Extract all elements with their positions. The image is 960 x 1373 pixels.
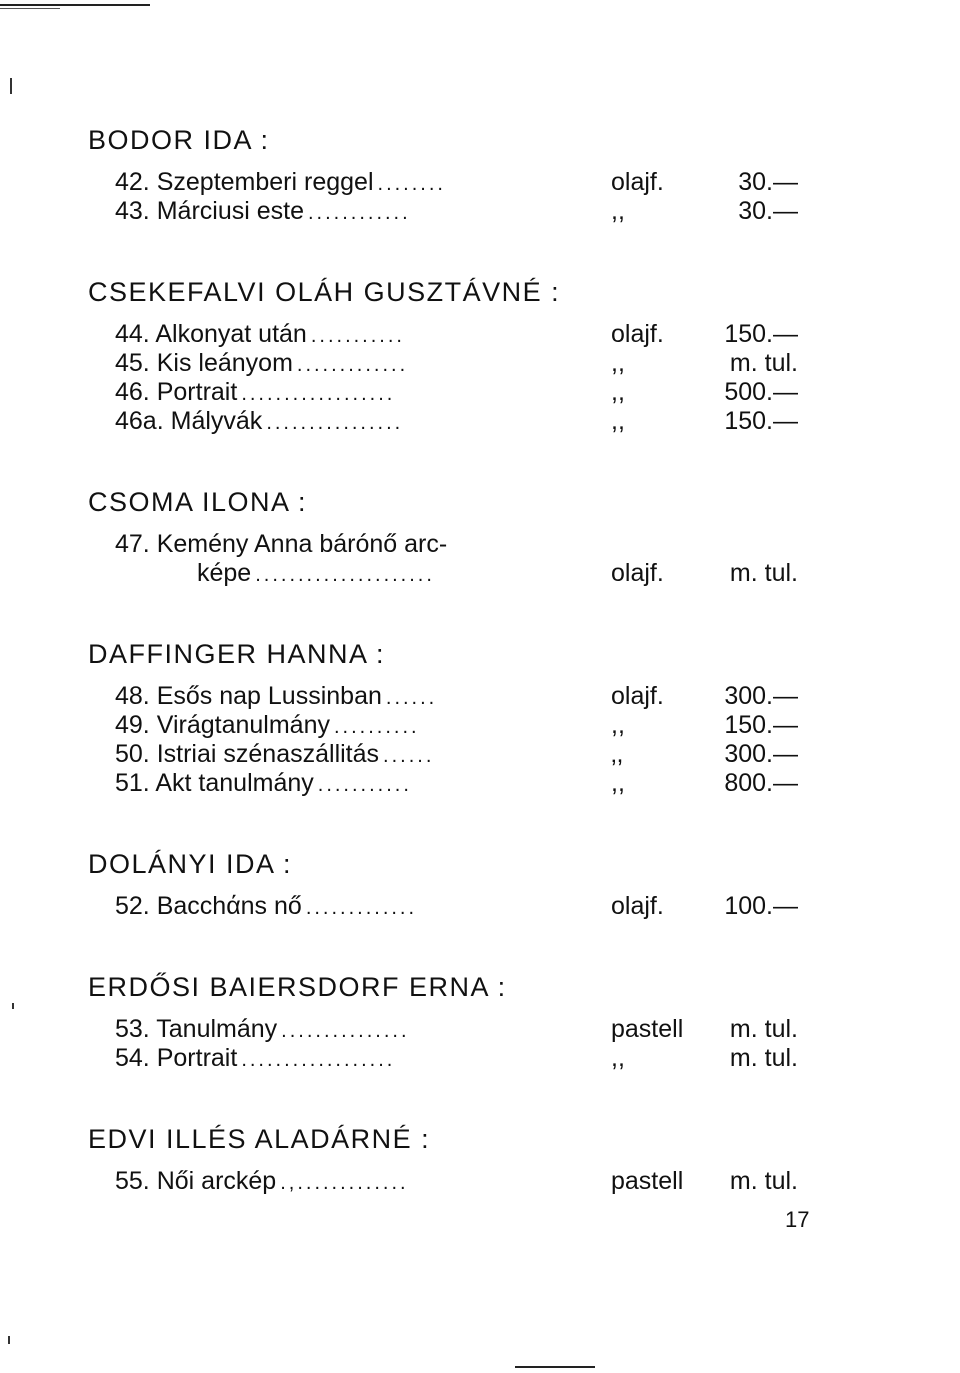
artist-section — [88, 118, 828, 226]
entry-row — [115, 892, 828, 921]
entry-title: Akt tanulmány — [155, 769, 314, 797]
entry-title: Mályvák — [170, 407, 263, 435]
entry-row — [115, 1015, 828, 1044]
artist-heading: BODOR IDA : — [88, 125, 270, 155]
entry-title: Bacchάns nő — [156, 892, 302, 920]
dot-leader: ............. — [296, 354, 409, 376]
entry-price: m. tul. — [729, 559, 798, 587]
entry-title: Virágtanulmány — [156, 711, 330, 739]
entry-technique: olajf. — [611, 320, 664, 348]
top-rule — [0, 4, 150, 6]
entry-number: 50. — [115, 740, 150, 768]
artist-section — [88, 270, 828, 436]
artist-heading: EDVI ILLÉS ALADÁRNÉ : — [88, 1124, 431, 1154]
entry-number: 53. — [115, 1015, 150, 1043]
catalogue-entry — [88, 892, 828, 921]
catalogue-entry — [88, 407, 828, 436]
entry-row — [115, 1044, 828, 1073]
entry-technique: ,, — [611, 711, 625, 739]
entry-price: 150.— — [724, 711, 798, 739]
entry-technique: ,, — [611, 378, 625, 406]
entry-price: 30.— — [738, 168, 798, 196]
catalogue-entry — [88, 168, 828, 197]
entry-number: 51. — [115, 769, 150, 797]
entry-row — [115, 530, 828, 559]
margin-mark — [12, 1003, 14, 1009]
entry-title: Kis leányom — [156, 349, 293, 377]
entry-number: 48. — [115, 682, 150, 710]
entry-number: 47. — [115, 530, 150, 558]
entry-price: 800.— — [724, 769, 798, 797]
catalogue-entry — [88, 682, 828, 711]
entry-technique: pastell — [611, 1015, 684, 1043]
entry-price: 100.— — [724, 892, 798, 920]
dot-leader: .................. — [241, 383, 396, 405]
artist-heading: CSEKEFALVI OLÁH GUSZTÁVNÉ : — [88, 277, 561, 307]
margin-mark — [8, 1336, 10, 1344]
entry-number: 49. — [115, 711, 150, 739]
entry-technique: pastell — [611, 1167, 684, 1195]
artist-heading: ERDŐSI BAIERSDORF ERNA : — [88, 972, 507, 1002]
artist-section — [88, 632, 828, 798]
entry-title-continued: képe — [197, 559, 252, 587]
entry-technique: ‚, — [611, 740, 624, 768]
entry-technique: ,, — [611, 407, 625, 435]
dot-leader: .................. — [241, 1049, 396, 1071]
artist-section — [88, 965, 828, 1073]
dot-leader: ...... — [383, 745, 435, 767]
entry-row — [115, 320, 828, 349]
catalogue-entry — [88, 769, 828, 798]
entry-price: 150.— — [724, 407, 798, 435]
entry-price: m. tul. — [729, 349, 798, 377]
artist-heading: DOLÁNYI IDA : — [88, 849, 293, 879]
entry-row — [115, 349, 828, 378]
entry-technique: olajf. — [611, 168, 664, 196]
catalogue-page — [88, 118, 828, 1240]
entry-title: Portrait — [156, 378, 238, 406]
page-number: 17 — [785, 1207, 810, 1232]
artist-section — [88, 480, 828, 588]
dot-leader: ..................... — [255, 564, 435, 586]
entry-title: Kemény Anna bárónő arc- — [156, 530, 448, 558]
entry-technique: olajf. — [611, 682, 664, 710]
dot-leader: .......... — [333, 716, 420, 738]
entry-price: m. tul. — [729, 1015, 798, 1043]
entry-price: m. tul. — [729, 1044, 798, 1072]
entry-technique: ,, — [611, 769, 625, 797]
entry-title: Márciusi este — [156, 197, 304, 225]
catalogue-entry — [88, 349, 828, 378]
entry-price: 300.— — [724, 682, 798, 710]
top-rule-short — [0, 8, 60, 9]
entry-technique: olajf. — [611, 559, 664, 587]
artist-heading: CSOMA ILONA : — [88, 487, 308, 517]
margin-mark — [10, 78, 12, 94]
dot-leader: ........... — [310, 325, 405, 347]
entry-title: Tanulmány — [156, 1015, 278, 1043]
entry-title: Női arckép — [156, 1167, 277, 1195]
dot-leader: ........ — [377, 173, 446, 195]
catalogue-entry — [88, 1015, 828, 1044]
entry-row — [115, 197, 828, 226]
dot-leader: ............. — [305, 897, 418, 919]
entry-row — [115, 769, 828, 798]
entry-row — [115, 378, 828, 407]
catalogue-entry — [88, 740, 828, 769]
artist-heading: DAFFINGER HANNA : — [88, 639, 386, 669]
dot-leader: .,............. — [280, 1172, 409, 1194]
entry-row — [115, 1167, 828, 1196]
dot-leader: ............ — [307, 202, 411, 224]
entry-row — [115, 168, 828, 197]
entry-row — [115, 407, 828, 436]
dot-leader: ........... — [317, 774, 412, 796]
entry-price: 500.— — [724, 378, 798, 406]
entry-technique: ,, — [611, 197, 625, 225]
entry-row — [115, 682, 828, 711]
entry-technique: olajf. — [611, 892, 664, 920]
entry-number: 52. — [115, 892, 150, 920]
artist-section — [88, 842, 828, 921]
catalogue-entry — [88, 1044, 828, 1073]
entry-row — [115, 711, 828, 740]
entry-number: 44. — [115, 320, 150, 348]
catalogue-entry — [88, 1167, 828, 1196]
entry-title: Esős nap Lussinban — [156, 682, 382, 710]
catalogue-entry — [88, 711, 828, 740]
entry-title: Alkonyat után — [155, 320, 307, 348]
catalogue-entry — [88, 378, 828, 407]
entry-technique: ,, — [611, 1044, 625, 1072]
entry-number: 46a. — [115, 407, 164, 435]
entry-technique: ,, — [611, 349, 625, 377]
entry-price: 300.— — [724, 740, 798, 768]
dot-leader: ...... — [385, 687, 438, 709]
entry-price: m. tul. — [729, 1167, 798, 1195]
entry-number: 55. — [115, 1167, 150, 1195]
entry-number: 43. — [115, 197, 150, 225]
artist-section — [88, 1117, 828, 1196]
entry-title: Istriai szénaszállitás — [156, 740, 380, 768]
entry-title: Szeptemberi reggel — [156, 168, 374, 196]
entry-number: 42. — [115, 168, 150, 196]
entry-row — [115, 740, 828, 769]
entry-title: Portrait — [156, 1044, 238, 1072]
entry-number: 54. — [115, 1044, 150, 1072]
dot-leader: ................ — [266, 412, 404, 434]
bottom-rule — [515, 1366, 595, 1368]
entry-price: 150.— — [724, 320, 798, 348]
dot-leader: ............... — [281, 1020, 410, 1042]
catalogue-entry — [88, 530, 828, 588]
entry-number: 45. — [115, 349, 150, 377]
catalogue-entry — [88, 197, 828, 226]
catalogue-entry — [88, 320, 828, 349]
entry-number: 46. — [115, 378, 150, 406]
entry-row-continued — [115, 559, 828, 588]
entry-price: 30.— — [738, 197, 798, 225]
